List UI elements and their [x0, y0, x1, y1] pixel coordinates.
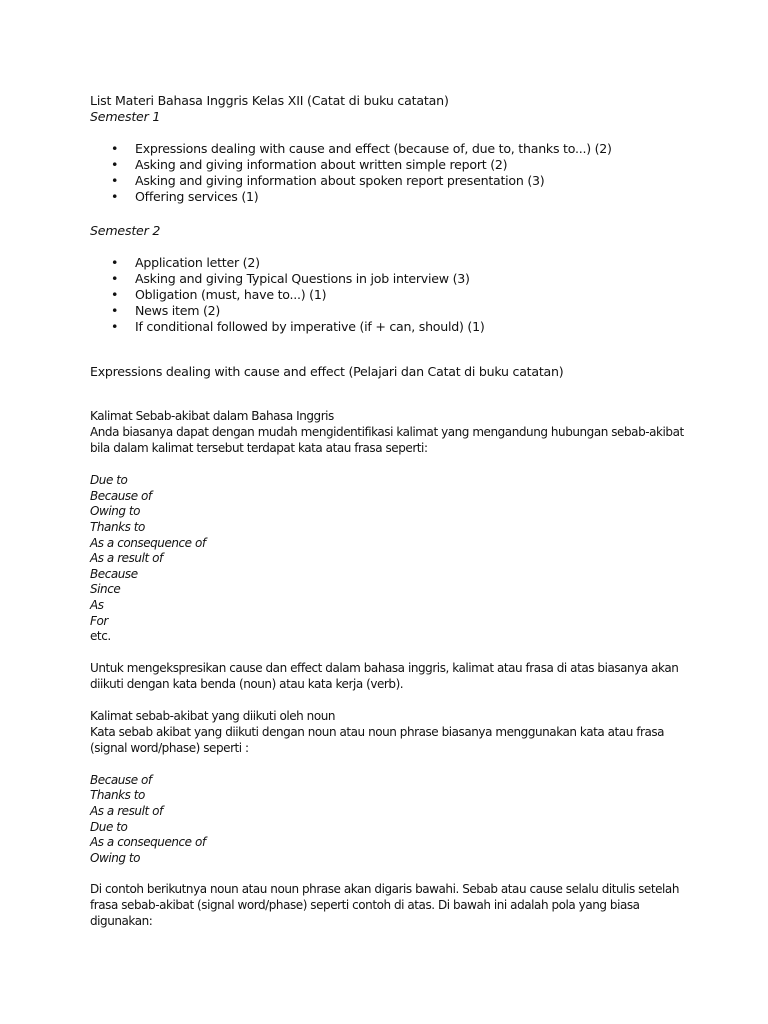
bullet-icon: •: [111, 271, 119, 286]
term-item: Owing to: [90, 504, 141, 519]
term-item: Due to: [90, 473, 128, 488]
list-item: • Asking and giving Typical Questions in job interview (3): [111, 271, 470, 286]
list-item: • News item (2): [111, 303, 221, 318]
term-item: As a consequence of: [90, 535, 206, 550]
paragraph-line: frasa sebab-akibat (signal word/phase) seperti contoh di atas. Di bawah ini adalah pola yang biasa: [90, 898, 640, 913]
noun-term-list: [90, 772, 690, 866]
term-item: Owing to: [90, 850, 141, 865]
semester-2-label: Semester 2: [90, 223, 161, 238]
paragraph-line: Untuk mengekspresikan cause dan effect dalam bahasa inggris, kalimat atau frasa di atas biasanya akan: [90, 660, 679, 675]
document-page: [90, 93, 690, 929]
paragraph-line: Di contoh berikutnya noun atau noun phrase akan digaris bawahi. Sebab atau cause selalu ditulis setelah: [90, 882, 679, 897]
list-item: • Expressions dealing with cause and effect (because of, due to, thanks to...) (2): [111, 141, 612, 156]
term-item: As a result of: [90, 551, 163, 566]
list-item: • Application letter (2): [111, 255, 260, 270]
bullet-icon: •: [111, 141, 119, 156]
bullet-icon: •: [111, 303, 119, 318]
intro-line: bila dalam kalimat tersebut terdapat kata atau frasa seperti:: [90, 441, 428, 456]
paragraph-line: Kata sebab akibat yang diikuti dengan noun atau noun phrase biasanya menggunakan kata atau frasa: [90, 724, 665, 739]
term-item: Thanks to: [90, 519, 145, 534]
term-item: Since: [90, 582, 121, 597]
term-item: For: [90, 613, 108, 628]
list-item: • If conditional followed by imperative (if + can, should) (1): [111, 319, 485, 334]
document-title: List Materi Bahasa Inggris Kelas XII (Catat di buku catatan): [90, 93, 449, 108]
term-list: [90, 472, 690, 644]
term-item: Because: [90, 566, 138, 581]
section-subtitle: Kalimat Sebab-akibat dalam Bahasa Inggris: [90, 409, 334, 424]
list-item: • Asking and giving information about spoken report presentation (3): [111, 173, 545, 188]
section-body: [90, 408, 690, 929]
term-item: As: [90, 597, 104, 612]
intro-line: Anda biasanya dapat dengan mudah mengidentifikasi kalimat yang mengandung hubungan sebab-akibat: [90, 425, 684, 440]
term-item: Because of: [90, 488, 152, 503]
noun-subtitle: Kalimat sebab-akibat yang diikuti oleh noun: [90, 708, 336, 723]
bullet-icon: •: [111, 157, 119, 172]
paragraph-line: diikuti dengan kata benda (noun) atau kata kerja (verb).: [90, 676, 404, 691]
list-item: • Obligation (must, have to...) (1): [111, 287, 327, 302]
term-item: As a consequence of: [90, 835, 206, 850]
bullet-icon: •: [111, 189, 119, 204]
list-item: • Offering services (1): [111, 189, 259, 204]
bullet-icon: •: [111, 173, 119, 188]
semester-1-label: Semester 1: [90, 109, 161, 124]
term-item: Due to: [90, 819, 128, 834]
term-etc: etc.: [90, 629, 111, 644]
bullet-icon: •: [111, 319, 119, 334]
list-item: • Asking and giving information about written simple report (2): [111, 157, 508, 172]
term-item: Because of: [90, 772, 152, 787]
term-item: As a result of: [90, 803, 163, 818]
paragraph-line: (signal word/phase) seperti :: [90, 740, 249, 755]
term-item: Thanks to: [90, 788, 145, 803]
section-heading: Expressions dealing with cause and effect (Pelajari dan Catat di buku catatan): [90, 363, 564, 379]
bullet-icon: •: [111, 255, 119, 270]
bullet-icon: •: [111, 287, 119, 302]
semester-1-list: [90, 141, 690, 205]
semester-2-list: [90, 255, 690, 335]
paragraph-line: digunakan:: [90, 914, 153, 929]
